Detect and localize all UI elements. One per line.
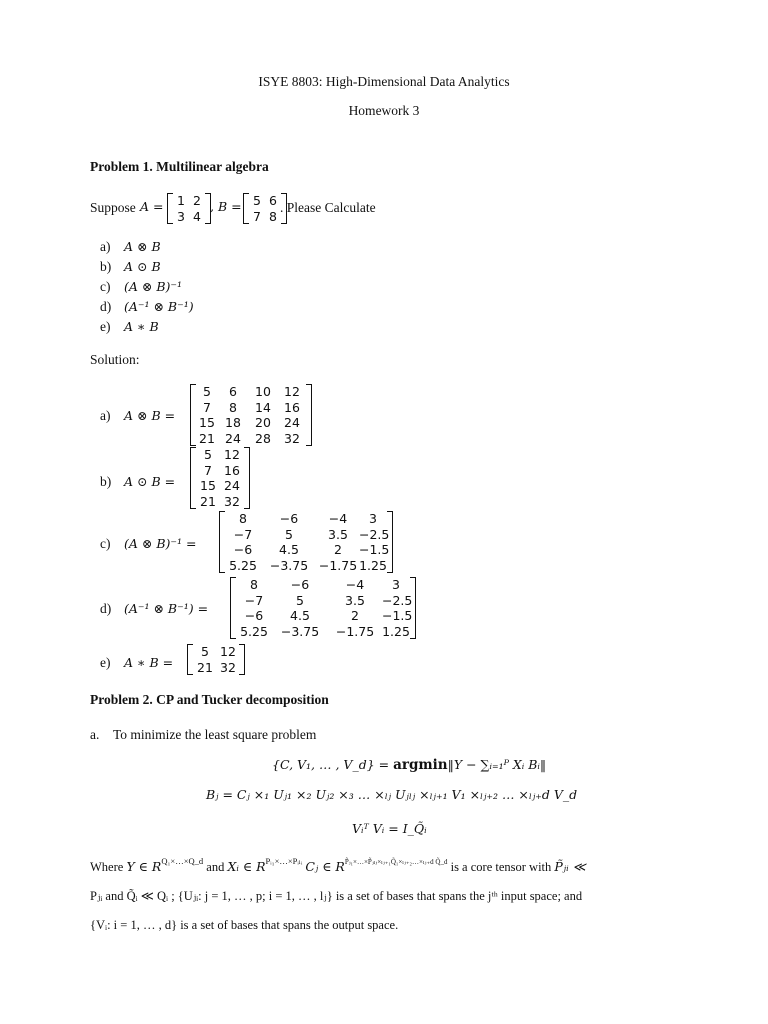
solution-b-cell: 7 [204, 462, 212, 478]
solution-a-cell: 6 [229, 384, 237, 399]
solution-a-cell: 14 [255, 399, 271, 415]
solution-c-cell: 1.25 [359, 557, 387, 573]
matrix-A-cell: 2 [193, 193, 201, 208]
solution-a-lhs: a) A ⊗ B = [100, 408, 176, 423]
solution-a-cell: 32 [284, 430, 300, 446]
solution-d-cell: 3 [392, 577, 400, 592]
solution-a-cell: 20 [255, 415, 271, 430]
solution-d-cell: 5 [296, 592, 304, 608]
solution-a-cell: 21 [199, 430, 215, 446]
solution-a-cell: 10 [255, 384, 271, 399]
matrix-A-cell: 4 [193, 208, 201, 224]
solution-e-cell: 12 [220, 644, 236, 659]
solution-c-cell: −7 [233, 526, 253, 542]
equation-orthogonality: Vᵢᵀ Vᵢ = I_Q̃ᵢ [352, 821, 427, 836]
solution-d-cell: −6 [244, 608, 264, 623]
solution-b-cell: 24 [224, 478, 240, 493]
matrix-B-cell: 5 [253, 193, 261, 208]
solution-d-cell: 3.5 [345, 592, 365, 608]
solution-c-cell: −4 [328, 511, 348, 526]
solution-d-cell: −7 [244, 592, 264, 608]
solution-d-cell: 5.25 [240, 623, 268, 639]
solution-c-lhs: c) (A ⊗ B)⁻¹ = [100, 536, 197, 551]
solution-a-cell: 24 [284, 415, 300, 430]
question-e: e) A ∗ B [100, 319, 159, 334]
solution-c-cell: −3.75 [269, 557, 309, 573]
solution-a-cell: 16 [284, 399, 300, 415]
solution-c-cell: −1.75 [318, 557, 358, 573]
solution-c-cell: 3 [369, 511, 377, 526]
matrix-A [167, 193, 211, 224]
question-d: d) (A⁻¹ ⊗ B⁻¹) [100, 299, 194, 314]
equation-argmin: {C, V₁, … , V_d} = argmin‖Y − ∑ᵢ₌₁ᴾ Xᵢ Bᵢ‖ [272, 757, 547, 773]
solution-c-cell: 3.5 [328, 526, 348, 542]
solution-a-cell: 15 [199, 415, 215, 430]
solution-b-cell: 16 [224, 462, 240, 478]
question-a: a) A ⊗ B [100, 239, 161, 254]
solution-a-cell: 18 [225, 415, 241, 430]
matrix-B-cell: 6 [269, 193, 277, 208]
solution-d-cell: −3.75 [280, 623, 320, 639]
solution-c-cell: −6 [279, 511, 299, 526]
where-line-1: Where Y ∈ $R^{Q_1\times\dots\times Q\_d}$ and Xᵢ ∈ $R^{Pᵢ_1\times\dots\times Pᵢ_lᵢ}$ Cⱼ ∈ $R^{P̃ⱼ_1\times\dots\times P̃ⱼ_lⱼ\times_lⱼ_{+1}Q̃_1\times_lⱼ_{+2}\dots\times_lⱼ_+d Q̃\_d}$ is a core tensor with P̃ⱼᵢ ≪ [90, 856, 586, 874]
problem2-item-a-label: a. [90, 727, 100, 742]
solution-d-lhs: d) (A⁻¹ ⊗ B⁻¹) = [100, 601, 209, 616]
solution-e-cell: 21 [197, 659, 213, 675]
solution-b-cell: 5 [204, 447, 212, 462]
solution-d-cell: −2.5 [382, 592, 413, 608]
solution-label: Solution: [90, 352, 140, 367]
solution-b-cell: 15 [200, 478, 216, 493]
solution-e-cell: 32 [220, 659, 236, 675]
course-title: ISYE 8803: High-Dimensional Data Analytics [258, 74, 510, 89]
question-b: b) A ⊙ B [100, 259, 161, 274]
solution-c-cell: 4.5 [279, 542, 299, 557]
solution-a-matrix [190, 384, 312, 446]
suppose-prefix: Suppose [90, 200, 136, 215]
problem2-title: Problem 2. CP and Tucker decomposition [90, 692, 329, 707]
solution-c-cell: −1.5 [359, 542, 390, 557]
solution-e-matrix [187, 644, 245, 675]
solution-e-cell: 5 [201, 644, 209, 659]
solution-c-cell: 5 [285, 526, 293, 542]
solution-b-cell: 32 [224, 493, 240, 509]
homework-title: Homework 3 [348, 103, 420, 118]
solution-a-cell: 8 [229, 399, 237, 415]
solution-c-cell: 2 [334, 542, 342, 557]
where-line-3: {Vᵢ: i = 1, … , d} is a set of bases that spans the output space. [90, 918, 399, 932]
solution-a-cell: 24 [225, 430, 241, 446]
equation-Bj: Bⱼ = Cⱼ ×₁ Uⱼ₁ ×₂ Uⱼ₂ ×₃ … ×ₗⱼ Uⱼₗⱼ ×ₗⱼ₊₁ V₁ ×ₗⱼ₊₂ … ×ₗⱼ₊d V_d [206, 787, 578, 802]
solution-d-cell: 4.5 [290, 608, 310, 623]
solution-d-matrix [230, 577, 416, 639]
solution-a-cell: 12 [284, 384, 300, 399]
matrix-B-cell: 8 [269, 208, 277, 224]
matrix-B-cell: 7 [253, 208, 261, 224]
solution-d-cell: −1.75 [335, 623, 375, 639]
problem2-item-a-text: To minimize the least square problem [113, 727, 317, 742]
solution-c-cell: 5.25 [229, 557, 257, 573]
solution-c-matrix [219, 511, 393, 573]
suppose-A-label: A = [140, 199, 164, 214]
solution-c-cell: −6 [233, 542, 253, 557]
solution-d-cell: 8 [250, 577, 258, 592]
solution-b-lhs: b) A ⊙ B = [100, 474, 176, 489]
solution-d-cell: −1.5 [382, 608, 413, 623]
solution-b-cell: 12 [224, 447, 240, 462]
matrix-A-cell: 3 [177, 208, 185, 224]
solution-a-cell: 7 [203, 399, 211, 415]
solution-a-cell: 28 [255, 430, 271, 446]
solution-d-cell: 2 [351, 608, 359, 623]
solution-a-cell: 5 [203, 384, 211, 399]
question-c: c) (A ⊗ B)⁻¹ [100, 279, 182, 294]
solution-d-cell: 1.25 [382, 623, 410, 639]
solution-b-cell: 21 [200, 493, 216, 509]
solution-c-cell: 8 [239, 511, 247, 526]
solution-e-lhs: e) A ∗ B = [100, 655, 174, 670]
solution-b-matrix [190, 447, 250, 509]
solution-c-cell: −2.5 [359, 526, 390, 542]
where-line-2: Pⱼᵢ and Q̃ᵢ ≪ Qᵢ ; {Uⱼᵢ: j = 1, … , p; i = 1, … , lⱼ} is a set of bases that spans the jᵗʰ input space; and [90, 889, 583, 903]
suppose-B-label: , B = [210, 199, 242, 214]
suppose-suffix: . Please Calculate [280, 200, 376, 215]
solution-d-cell: −6 [290, 577, 310, 592]
problem1-title: Problem 1. Multilinear algebra [90, 159, 269, 174]
solution-d-cell: −4 [345, 577, 365, 592]
matrix-A-cell: 1 [177, 193, 185, 208]
